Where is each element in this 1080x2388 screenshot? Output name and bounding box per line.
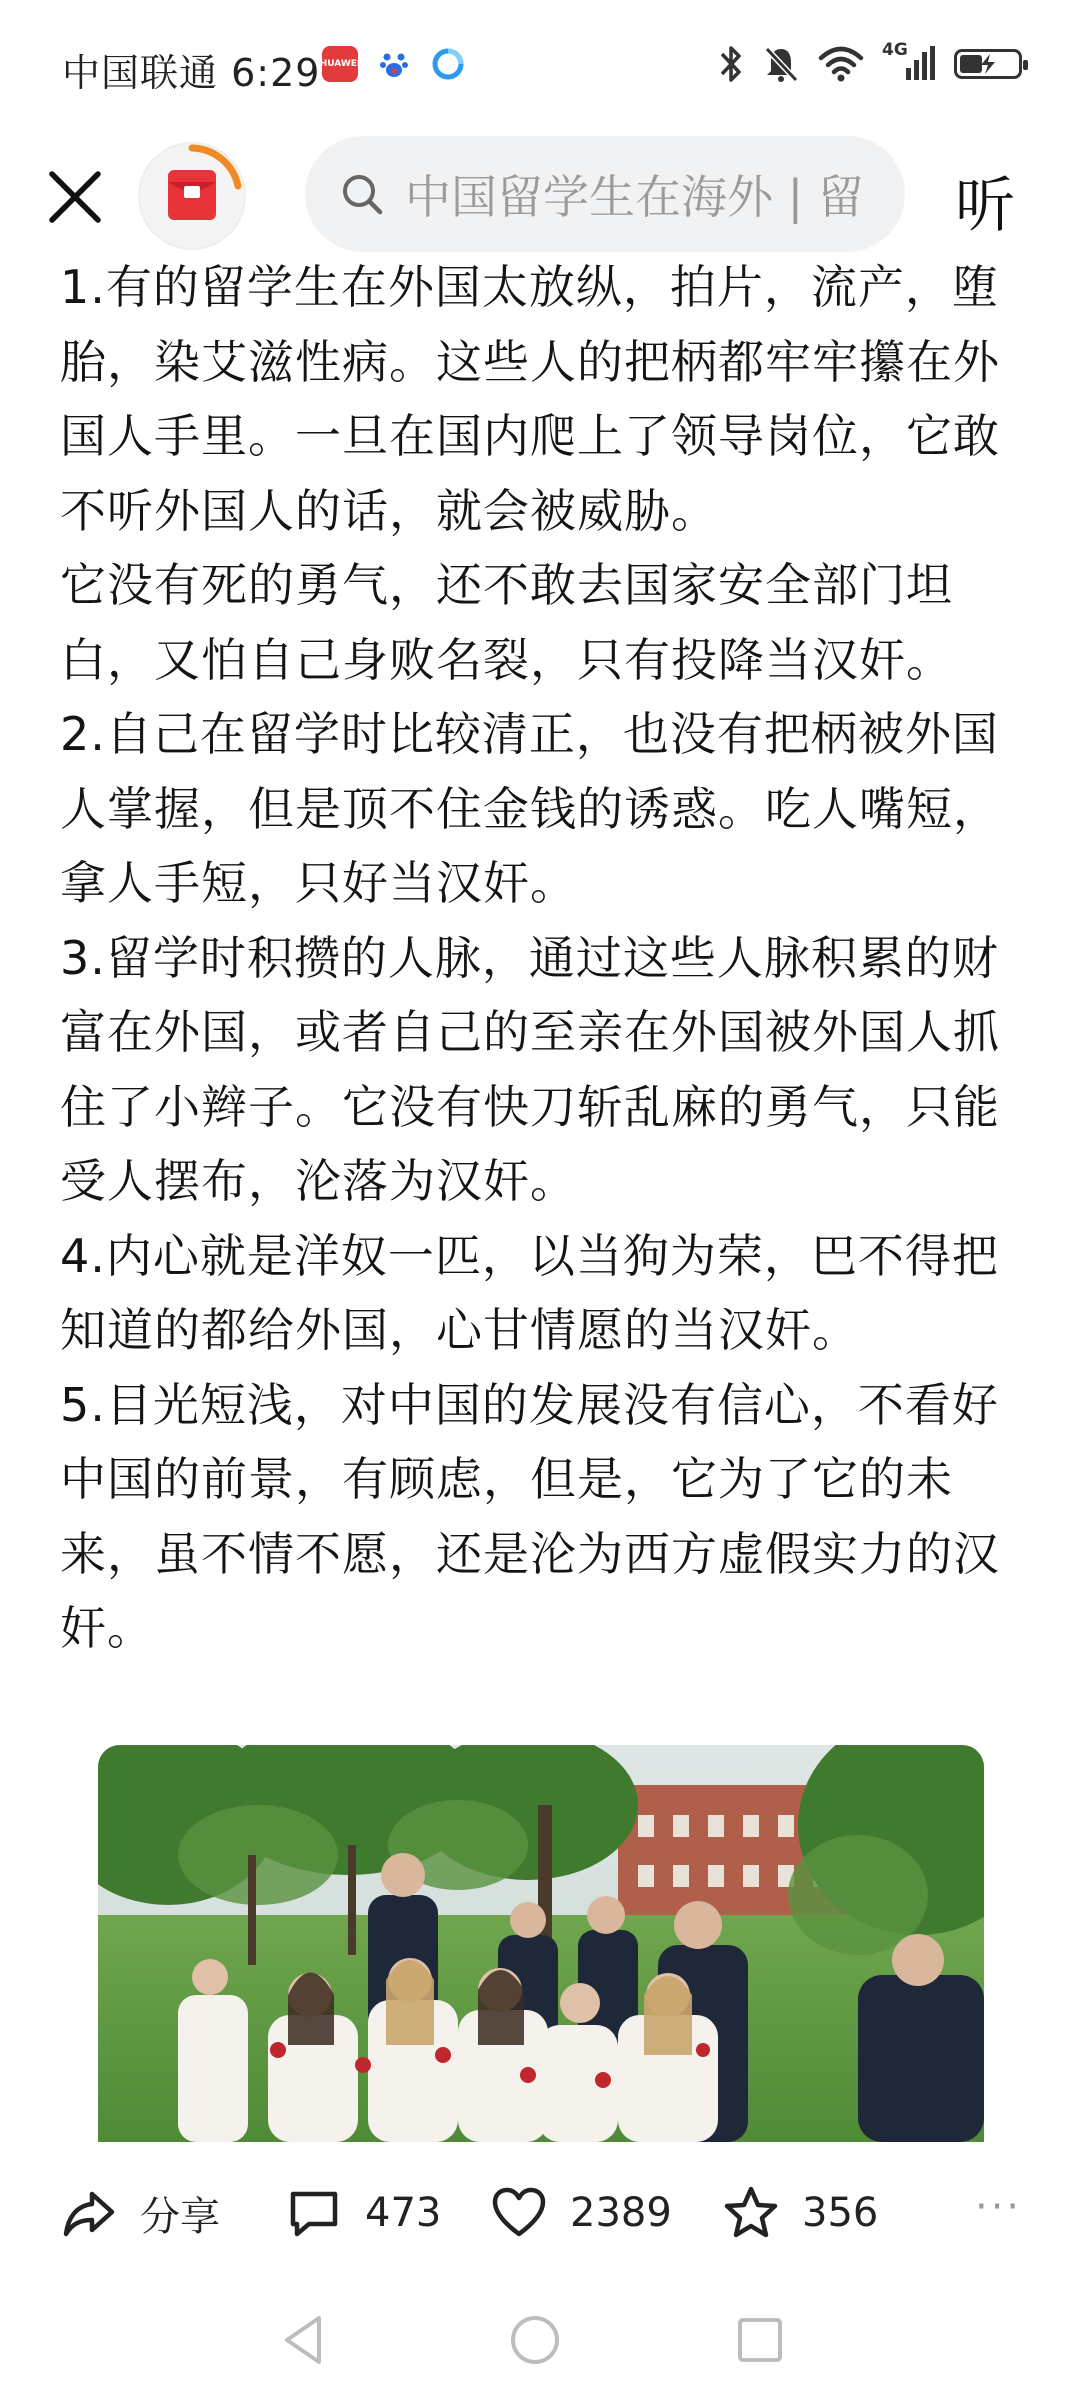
recent-apps-icon[interactable] <box>730 2310 790 2370</box>
article-body <box>60 250 1020 1666</box>
comment-icon <box>285 2184 343 2242</box>
cloud-app-icon <box>430 46 466 82</box>
huawei-app-icon: HUAWEI <box>322 46 358 82</box>
comment-count: 473 <box>365 2190 442 2236</box>
back-icon[interactable] <box>275 2310 335 2370</box>
article-photo[interactable] <box>98 1745 984 2142</box>
favorite-count: 356 <box>802 2190 879 2236</box>
share-icon <box>60 2184 118 2242</box>
search-query-text: 中国留学生在海外 | 留 <box>405 170 864 224</box>
top-bar <box>0 130 1080 270</box>
like-count: 2389 <box>570 2190 672 2236</box>
article-paragraph: 4.内心就是洋奴一匹，以当狗为荣，巴不得把知道的都给外国，心甘情愿的当汉奸。 <box>60 1228 999 1357</box>
favorite-button[interactable] <box>722 2182 878 2244</box>
status-bar <box>0 0 1080 130</box>
carrier-time <box>62 42 320 97</box>
comment-button[interactable] <box>285 2182 441 2244</box>
carrier-name: 中国联通 <box>62 51 219 95</box>
battery-icon <box>954 49 1022 79</box>
home-icon[interactable] <box>505 2310 565 2370</box>
bluetooth-icon <box>718 44 744 84</box>
article-paragraph: 5.目光短浅，对中国的发展没有信心，不看好中国的前景，有顾虑，但是，它为了它的未来，虽不情不愿，还是沦为西方虚假实力的汉奸。 <box>60 1377 1000 1655</box>
more-button[interactable]: ··· <box>975 2184 1023 2230</box>
close-icon <box>42 164 108 230</box>
article-paragraph: 1.有的留学生在外国太放纵，拍片，流产，堕胎，染艾滋性病。这些人的把柄都牢牢攥在外国人手里。一旦在国内爬上了领导岗位，它敢不听外国人的话，就会被威胁。 <box>60 260 1000 538</box>
mute-icon <box>762 44 800 84</box>
heart-icon <box>490 2184 548 2242</box>
notification-icons <box>319 46 466 82</box>
star-icon <box>722 2184 780 2242</box>
article-paragraph: 它没有死的勇气，还不敢去国家安全部门坦白，又怕自己身败名裂，只有投降当汉奸。 <box>60 558 953 687</box>
search-icon <box>339 171 385 217</box>
share-button[interactable] <box>60 2182 220 2244</box>
wifi-icon <box>818 46 864 82</box>
search-bar[interactable] <box>305 136 905 252</box>
red-envelope-icon <box>138 142 246 250</box>
share-label: 分享 <box>140 2193 220 2240</box>
listen-button[interactable]: 听 <box>955 171 1015 241</box>
signal-icon <box>882 40 936 84</box>
like-button[interactable] <box>490 2182 672 2244</box>
close-button[interactable] <box>42 164 108 230</box>
action-bar <box>0 2160 1080 2270</box>
network-type-label: 4G <box>882 40 908 60</box>
clock-time: 6:29 <box>231 51 321 95</box>
system-status-icons <box>718 40 1022 84</box>
system-nav-bar <box>0 2290 1080 2388</box>
app-logo[interactable] <box>138 142 246 250</box>
article-paragraph: 3.留学时积攒的人脉，通过这些人脉积累的财富在外国，或者自己的至亲在外国被外国人抓住了小辫子。它没有快刀斩乱麻的勇气，只能受人摆布，沦落为汉奸。 <box>60 930 1000 1208</box>
baidu-paw-icon <box>376 46 412 82</box>
article-paragraph: 2.自己在留学时比较清正，也没有把柄被外国人掌握，但是顶不住金钱的诱惑。吃人嘴短，拿人手短，只好当汉奸。 <box>60 707 1000 910</box>
